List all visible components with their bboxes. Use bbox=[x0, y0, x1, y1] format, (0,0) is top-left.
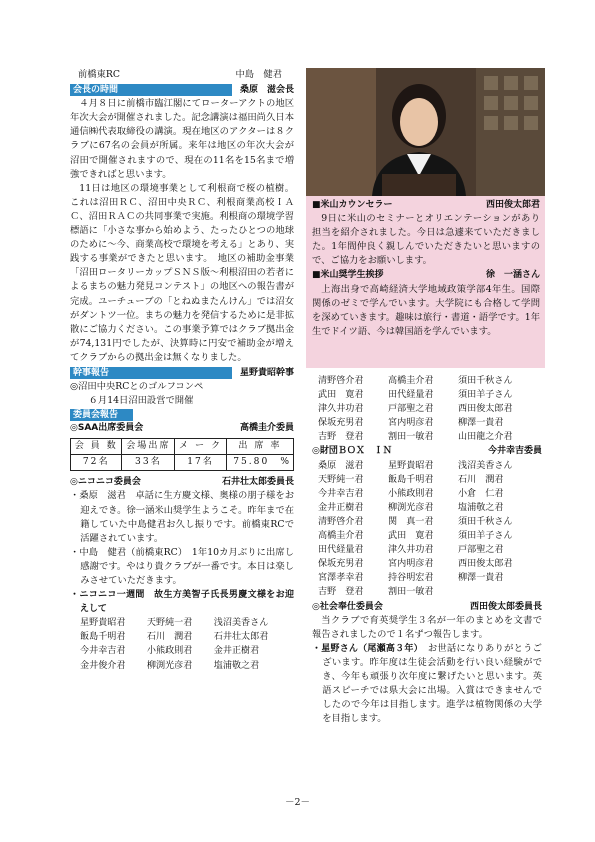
member-name: 西田俊太郎君 bbox=[458, 404, 513, 415]
member-name: 金井俊介君 bbox=[80, 660, 126, 671]
counselor-label: ■米山カウンセラー bbox=[312, 200, 393, 210]
name-row bbox=[80, 616, 294, 630]
member-name: 高橋圭介君 bbox=[318, 531, 364, 542]
member-name: 石川 潤君 bbox=[458, 474, 504, 485]
member-name: 柳渕光彦君 bbox=[146, 660, 193, 671]
president-paragraph-1: ４月８日に前橋市臨江閣にてローターアクトの地区年次大会が開催されました。記念講演は福田尚久日本通信㈱代表取締役の講演。現在地区のアクターは８クラブに67名の会員が所属。来年は地区の年次大会が沼田で開催されますので、現在の11名を15名まで増強できればと思います。 bbox=[70, 98, 294, 180]
member-name: 小熊政則君 bbox=[146, 646, 193, 657]
social-bullet-head: ・星野さん（尾瀬高３年） bbox=[312, 643, 419, 654]
attendance-table bbox=[70, 438, 294, 471]
scholar-name: 徐 一涵さん bbox=[485, 270, 540, 281]
box-chair: 今井幸吉委員 bbox=[487, 446, 542, 457]
saa-title: ◎SAA出席委員会 bbox=[70, 423, 144, 434]
social-header bbox=[312, 600, 542, 614]
member-name: 柳澤一貴君 bbox=[458, 573, 504, 584]
guest-club: 前橋東RC bbox=[78, 69, 121, 80]
right-column bbox=[312, 374, 542, 726]
secretary-item: ◎沼田中央RCとのゴルフコンペ bbox=[70, 381, 204, 393]
scholar-label: ■米山奨学生挨拶 bbox=[312, 270, 384, 281]
member-name: 金井正樹君 bbox=[213, 646, 260, 657]
member-name: 桑原 滋君 bbox=[318, 460, 364, 471]
member-name: 塩浦敬之君 bbox=[213, 660, 260, 671]
member-name: 戸部聖之君 bbox=[388, 404, 434, 415]
page-number: －2－ bbox=[284, 797, 311, 808]
committee-label: 委員会報告 bbox=[70, 409, 133, 421]
niko-message: ・桑原 滋君 卓話に生方慶文様、奥様の朋子様をお迎えでき。徐一涵米山奨学生ようこそ。昨年まで在籍していた中島健君お久し振りです。前橋東RCで活躍されています。 bbox=[70, 490, 294, 544]
niko-message: ・中島 健君（前橋東RC） 1年10カ月ぶりに出席し感謝です。やはり貴クラブが一番です。本日は楽しみさせていただきます。 bbox=[70, 546, 294, 586]
speaker-photo bbox=[306, 68, 545, 196]
name-row bbox=[318, 402, 542, 416]
niko-memorial-heading: ・ニコニコ一週間 故生方美智子氏長男慶文様をお迎えして bbox=[70, 590, 294, 615]
name-row bbox=[318, 501, 542, 515]
niko-name-table-continued bbox=[318, 374, 542, 444]
name-row bbox=[80, 630, 294, 644]
member-name: 須田羊子さん bbox=[458, 390, 513, 401]
secretary-speaker: 星野貴昭幹事 bbox=[239, 367, 294, 378]
secretary-section-header bbox=[70, 366, 294, 380]
attendance-header: 会場出席 bbox=[122, 439, 175, 455]
attendance-header: メ ー ク bbox=[175, 439, 226, 455]
attendance-header: 会 員 数 bbox=[71, 439, 122, 455]
member-name bbox=[458, 585, 542, 599]
member-name: 吉野 登君 bbox=[318, 587, 364, 598]
member-name: 須田羊子さん bbox=[458, 531, 513, 542]
name-row bbox=[318, 585, 542, 599]
niko-title: ◎ニコニコ委員会 bbox=[70, 477, 141, 488]
niko-header bbox=[70, 475, 294, 489]
name-row bbox=[318, 571, 542, 585]
saa-header bbox=[70, 421, 294, 435]
member-name: 小倉 仁君 bbox=[458, 488, 504, 499]
member-name: 高橋圭介君 bbox=[388, 376, 434, 386]
box-title: ◎財団ＢＯＸ ＩＮ bbox=[312, 446, 392, 457]
member-name: 須田千秋さん bbox=[458, 516, 513, 527]
member-name: 石川 潤君 bbox=[146, 632, 193, 643]
scholar-text: 上海出身で高崎経済大学地域政策学部4年生。国際関係のゼミで学んでいます。大学院にも合格して学問を深めていきます。趣味は旅行・書道・語学です。1年生でドイツ語、今は韓国語を学んでいます。 bbox=[312, 283, 540, 337]
social-title: ◎社会奉仕委員会 bbox=[312, 601, 383, 612]
member-name: 柳澤一貴君 bbox=[458, 418, 504, 429]
member-name: 小熊政則君 bbox=[388, 488, 434, 499]
name-row bbox=[80, 644, 294, 658]
member-name: 須田千秋さん bbox=[458, 376, 513, 386]
member-name: 割田一敏君 bbox=[388, 432, 434, 443]
member-name: 保坂充男君 bbox=[318, 559, 364, 570]
member-name: 武田 寛君 bbox=[388, 531, 434, 542]
name-row bbox=[318, 416, 542, 430]
member-name: 田代経量君 bbox=[388, 390, 434, 401]
member-name: 津久井功君 bbox=[388, 545, 434, 556]
member-name: 柳渕光彦君 bbox=[388, 502, 434, 513]
member-name: 飯島千明君 bbox=[388, 474, 434, 485]
member-name: 宮内明彦君 bbox=[388, 559, 434, 570]
scholar-header bbox=[312, 268, 540, 282]
member-name: 山田龍之介君 bbox=[458, 432, 513, 443]
president-label: 会長の時間 bbox=[70, 84, 232, 96]
member-name: 吉野 登君 bbox=[318, 432, 364, 443]
guest-name: 中島 健君 bbox=[235, 69, 282, 80]
name-row bbox=[318, 515, 542, 529]
name-row bbox=[80, 659, 294, 673]
name-row bbox=[318, 529, 542, 543]
member-name: 持谷明宏君 bbox=[388, 573, 434, 584]
saa-chair: 高橋圭介委員 bbox=[239, 423, 294, 434]
member-name: 浅沼美香さん bbox=[458, 460, 513, 471]
counselor-header bbox=[312, 198, 540, 212]
highlight-text bbox=[312, 198, 540, 339]
member-name: 金井正樹君 bbox=[318, 502, 364, 513]
member-name: 塩浦敬之君 bbox=[458, 502, 504, 513]
name-row bbox=[318, 557, 542, 571]
name-row bbox=[318, 430, 542, 444]
member-name: 戸部聖之君 bbox=[458, 545, 504, 556]
social-text: 当クラブで育英奨学生３名が一年のまとめを文書で報告されましたので１名ずつ報告します。 bbox=[312, 614, 542, 640]
name-row bbox=[318, 487, 542, 501]
member-name: 星野貴昭君 bbox=[388, 460, 434, 471]
left-column bbox=[70, 68, 294, 673]
attendance-value: 75.80 % bbox=[226, 455, 293, 471]
name-row bbox=[318, 459, 542, 473]
president-paragraph-2: 11日は地区の環境事業として利根商で桜の植樹。これは沼田ＲＣ、沼田中央ＲＣ、利根商業高校ＩＡＣ、沼田ＲＡＣの共同事業で実施。利根商の環境学習標語に「小さな事から始めよう、たったひとつの地球のために～今、商業高校で環境を考える」とあり、実践する事業ができたと思います。 地区の補助金事業「沼田ロータリーカップＳＮＳ版～利根沼田の若者によるまちの魅力発見コンテスト」の地区への報告書が完成。ユーチューブの「とねぬまたんけん」では沼女がダントツ一位。まちの魅力を発信するために是非拡散にご協力ください。この事業予算ではクラブ拠出金が74,131円でしたが、決算時に円安で補助金が増えてクラブからの拠出金は無くなりました。 bbox=[70, 182, 294, 363]
attendance-header-row bbox=[71, 439, 294, 455]
box-header bbox=[312, 444, 542, 458]
speaker-highlight-box bbox=[306, 68, 545, 368]
member-name: 西田俊太郎君 bbox=[458, 559, 513, 570]
president-section-header bbox=[70, 83, 294, 97]
box-name-table bbox=[318, 459, 542, 600]
member-name: 保坂充男君 bbox=[318, 418, 364, 429]
member-name: 清野啓介君 bbox=[318, 516, 364, 527]
secretary-label: 幹事報告 bbox=[70, 367, 232, 379]
social-chair: 西田俊太郎委員長 bbox=[469, 601, 542, 612]
president-speaker: 桑原 滋会長 bbox=[239, 85, 294, 96]
attendance-value: 72名 bbox=[71, 455, 122, 471]
member-name: 津久井功君 bbox=[318, 404, 364, 415]
member-name: 割田一敏君 bbox=[388, 587, 434, 598]
member-name: 浅沼美香さん bbox=[213, 618, 269, 629]
name-row bbox=[318, 543, 542, 557]
committee-section-header bbox=[70, 409, 294, 421]
member-name: 関 真一君 bbox=[388, 516, 434, 527]
member-name: 飯島千明君 bbox=[80, 632, 126, 643]
name-row bbox=[318, 374, 542, 388]
member-name: 天野純一君 bbox=[146, 618, 193, 629]
member-name: 星野貴昭君 bbox=[80, 618, 126, 629]
attendance-value: 17名 bbox=[175, 455, 226, 471]
member-name: 武田 寛君 bbox=[318, 390, 364, 401]
niko-chair: 石井壮太郎委員長 bbox=[221, 477, 294, 488]
member-name: 今井幸吉君 bbox=[318, 488, 364, 499]
counselor-name: 西田俊太郎君 bbox=[485, 200, 540, 210]
name-row bbox=[318, 388, 542, 402]
member-name: 田代経量君 bbox=[318, 545, 364, 556]
social-bullet-text: お世話になりありがとうございます。昨年度は生徒会活動を行い良い経験ができ、今年も頑張り次年度に繋げたいと思います。英語スピーチでは県大会に出場。入賞はできませんでしたので今年は目指します。進学は植物関係の大学を目指します。 bbox=[322, 642, 542, 725]
member-name: 宮内明彦君 bbox=[388, 418, 434, 429]
speaker-photo-illustration bbox=[306, 68, 545, 196]
attendance-value: 33名 bbox=[122, 455, 175, 471]
attendance-value-row bbox=[71, 455, 294, 471]
member-name: 石井壮太郎君 bbox=[213, 632, 269, 643]
name-row bbox=[318, 473, 542, 487]
member-name: 宮澤孝幸君 bbox=[318, 573, 364, 584]
counselor-text: 9日に米山のセミナーとオリエンテーションがあり担当を紹介されました。今日は急遽来ていただきました。1年間仲良く親しんでいただきたいと思いますので、ご協力をお願いします。 bbox=[312, 213, 540, 267]
attendance-header: 出 席 率 bbox=[226, 439, 293, 455]
member-name: 天野純一君 bbox=[318, 474, 364, 485]
guest-line bbox=[70, 68, 294, 82]
member-name: 今井幸吉君 bbox=[80, 646, 126, 657]
secretary-item-detail: ６月14日沼田設営で開催 bbox=[88, 395, 194, 407]
social-bullet bbox=[312, 642, 542, 727]
member-name: 清野啓介君 bbox=[318, 376, 364, 386]
niko-name-table bbox=[80, 616, 294, 672]
